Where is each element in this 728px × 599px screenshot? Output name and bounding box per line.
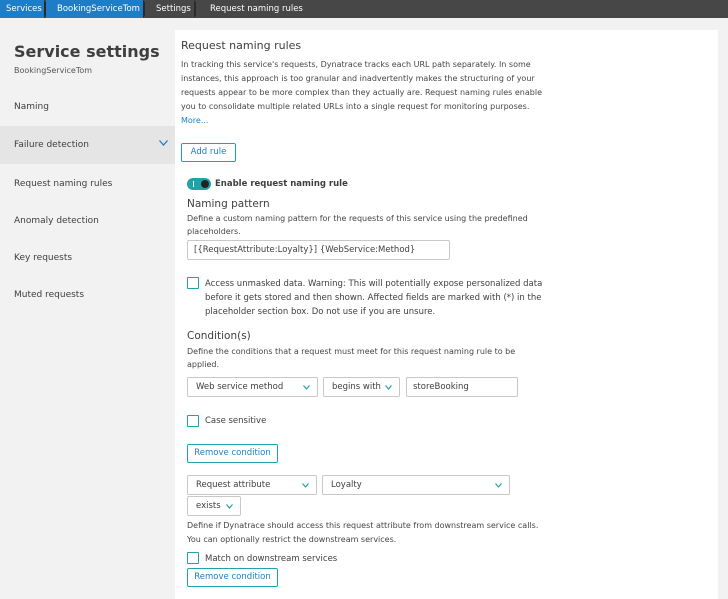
select-value: Loyalty <box>331 480 362 490</box>
toggle-knob <box>201 180 209 188</box>
breadcrumb-label: Request naming rules <box>210 4 303 14</box>
downstream-description: Define if Dynatrace should access this request attribute from downstream service calls. <box>187 521 539 530</box>
sidebar-item-muted-requests[interactable] <box>0 276 175 314</box>
sidebar-item-request-naming-rules[interactable] <box>0 165 175 203</box>
condition1-operator-select[interactable] <box>323 377 400 397</box>
condition2-field-select[interactable] <box>187 475 317 495</box>
chevron-down-icon[interactable] <box>159 140 168 146</box>
description-line: In tracking this service's requests, Dynatrace tracks each URL path separately. In some <box>181 60 531 69</box>
naming-pattern-heading: Naming pattern <box>187 198 270 210</box>
condition2-operator-select[interactable] <box>187 496 241 516</box>
page-title: Request naming rules <box>181 39 302 52</box>
condition2-attribute-select[interactable] <box>322 475 510 495</box>
sidebar-item-label: Failure detection <box>14 140 89 150</box>
sidebar-item-label: Request naming rules <box>14 179 113 189</box>
sidebar-title: Service settings <box>14 42 160 61</box>
conditions-description: applied. <box>187 360 220 369</box>
add-rule-button[interactable]: Add rule <box>181 143 236 162</box>
conditions-description: Define the conditions that a request must meet for this request naming rule to be <box>187 347 516 356</box>
chevron-down-icon <box>495 483 502 488</box>
unmasked-data-label: placeholder section box. Do not use if you are unsure. <box>205 307 436 317</box>
chevron-down-icon <box>226 504 233 509</box>
breadcrumb-services[interactable] <box>0 0 44 18</box>
breadcrumb-label: BookingServiceTom <box>57 4 140 14</box>
case-sensitive-checkbox[interactable] <box>187 415 199 427</box>
breadcrumb-label: Services <box>6 4 42 14</box>
select-value: Web service method <box>196 382 284 392</box>
breadcrumb-settings[interactable] <box>145 0 194 18</box>
sidebar-item-failure-detection[interactable] <box>0 126 175 164</box>
unmasked-data-checkbox[interactable] <box>187 277 199 289</box>
unmasked-data-label: Access unmasked data. Warning: This will potentially expose personalized data <box>205 279 543 289</box>
chevron-down-icon <box>303 385 310 390</box>
select-value: Request attribute <box>196 480 271 490</box>
sidebar-item-naming[interactable] <box>0 88 175 126</box>
breadcrumb <box>0 0 728 18</box>
remove-condition-button[interactable]: Remove condition <box>187 568 278 587</box>
sidebar-item-label: Anomaly detection <box>14 216 99 226</box>
naming-pattern-input[interactable]: [{RequestAttribute:Loyalty}] {WebService:Method} <box>187 240 450 260</box>
match-downstream-checkbox[interactable] <box>187 552 199 564</box>
description-line: requests appear to be more complex than they actually are. Request naming rules enable <box>181 88 542 97</box>
unmasked-data-label: before it gets stored and then shown. Affected fields are marked with (*) in the <box>205 293 542 303</box>
enable-rule-label: Enable request naming rule <box>215 179 348 189</box>
sidebar <box>0 18 175 599</box>
match-downstream-label: Match on downstream services <box>205 554 338 564</box>
naming-pattern-description: Define a custom naming pattern for the requests of this service using the predefined <box>187 214 528 223</box>
more-link[interactable]: More... <box>181 116 209 125</box>
condition1-field-select[interactable] <box>187 377 318 397</box>
main-panel <box>175 30 718 599</box>
chevron-down-icon <box>385 385 392 390</box>
naming-pattern-description: placeholders. <box>187 227 241 236</box>
sidebar-item-anomaly-detection[interactable] <box>0 202 175 240</box>
sidebar-subtitle: BookingServiceTom <box>14 66 93 75</box>
breadcrumb-label: Settings <box>156 4 191 14</box>
sidebar-item-label: Key requests <box>14 253 73 263</box>
sidebar-item-label: Naming <box>14 102 49 112</box>
sidebar-item-key-requests[interactable] <box>0 239 175 277</box>
case-sensitive-label: Case sensitive <box>205 416 267 426</box>
remove-condition-button[interactable]: Remove condition <box>187 444 278 463</box>
enable-rule-toggle[interactable] <box>187 178 211 190</box>
breadcrumb-current <box>196 0 316 18</box>
description-line: you to consolidate multiple related URLs into a single request for monitoring purposes. <box>181 102 530 111</box>
sidebar-item-label: Muted requests <box>14 290 85 300</box>
description-line: instances, this approach is too granular and inadvertently makes the structuring of your <box>181 74 535 83</box>
select-value: begins with <box>332 382 381 392</box>
conditions-heading: Condition(s) <box>187 330 251 342</box>
condition1-value-input[interactable]: storeBooking <box>406 377 518 397</box>
downstream-description: You can optionally restrict the downstream services. <box>187 535 397 544</box>
chevron-down-icon <box>302 483 309 488</box>
select-value: exists <box>196 501 221 511</box>
toggle-indicator <box>193 181 194 187</box>
breadcrumb-service[interactable] <box>46 0 143 18</box>
